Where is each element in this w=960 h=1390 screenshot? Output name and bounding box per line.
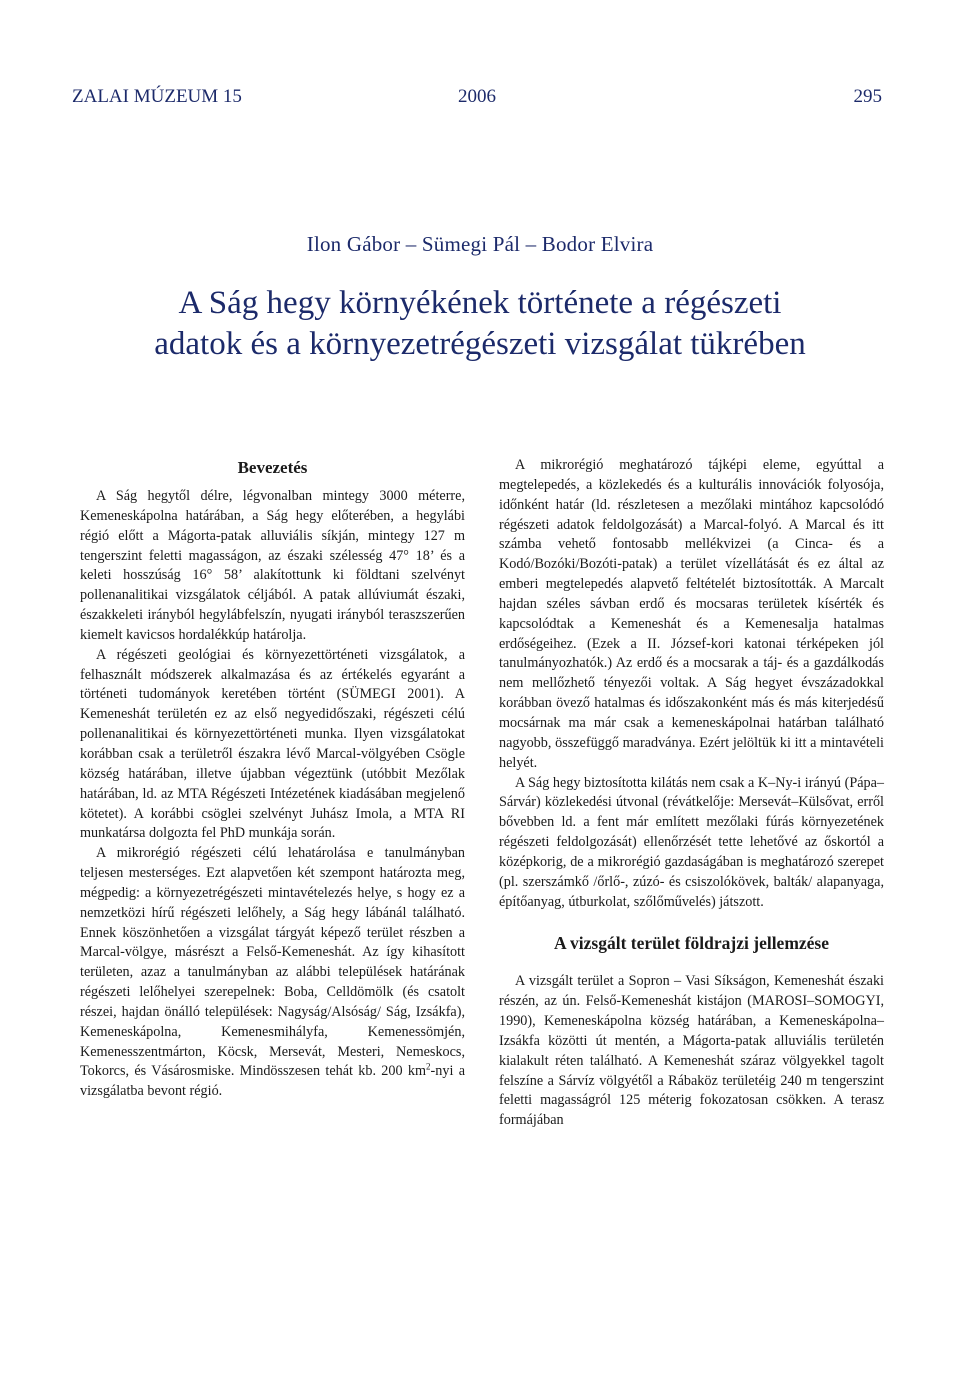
article-authors: Ilon Gábor – Sümegi Pál – Bodor Elvira bbox=[306, 232, 654, 256]
page-number: 295 bbox=[853, 86, 882, 107]
paragraph: A Ság hegy biztosította kilátás nem csak a K–Ny-i irányú (Pápa–Sárvár) közlekedési útvonal (révátkelője: Mersevát–Külsővat, erről bővebben ld. a fent már említett mezőlaki fúrás környezetének régészeti feldolgozását) ellenőrzését tette lehetővé az őskortól a középkorig, de a mikrorégió gazdaságában is meghatározó szerepet (pl. szerszámkő /őrlő-, zúzó- és csiszolókövek, balták/ alapanyaga, építőanyag, útburkolat, szőlőművelés) játszott. bbox=[499, 774, 884, 910]
section-heading-introduction: Bevezetés bbox=[237, 458, 308, 477]
title-line-1: A Ság hegy környékének története a régészeti bbox=[178, 285, 782, 321]
journal-year: 2006 bbox=[458, 86, 496, 107]
title-line-2: adatok és a környezetrégészeti vizsgálat tükrében bbox=[154, 326, 806, 362]
left-column bbox=[80, 455, 465, 1102]
right-column bbox=[499, 456, 884, 1131]
article-title bbox=[0, 283, 960, 365]
paragraph: A Ság hegytől délre, légvonalban mintegy 3000 méterre, Kemeneskápolna határában, a Ság hegy előterében, a hegylábi régió előtt a Mágorta-patak alluviális síkján, mintegy 127 m tengerszint feletti magasságon, az északi szélesség 47° 18’ és a keleti hosszúság 16° 58’ alakítottunk ki földtani szelvényt pollenanalitikai vizsgálatok céljából. A patak allúviumát északi, északkeleti irányból hegylábfelszín, nyugati irányból teraszszerűen kiemelt kavicsos hordalékkúp határolja. bbox=[80, 488, 465, 643]
paragraph: A mikrorégió régészeti célú lehatárolása e tanulmányban teljesen mesterséges. Ezt alapvetően két szempont határozta meg, mégpedig: a környezetrégészeti mintavételezés helye, s hogy ez a nemzetközi hírű régészeti lelőhely, a Ság hegy lábánál található. Ennek köszönhetően a vizsgálat tárgyát képező terület részben a Marcal-völgye, másrészt a Felső-Kemeneshát. Az így kihasított területen, azaz a tanulmányban az alábbi települések határának régészeti lelőhelyei szerepelnek: Boba, Celldömölk (és csatolt részei, hajdan önálló települések: Nagyság/Alsóság/ Ság, Izsákfa), Kemeneskápolna, Kemenesmihályfa, Kemenessömjén, Kemenesszentmárton, Köcsk, Mersevát, Mesteri, Nemeskocs, Tokorcs, és Vásárosmiske. Mindösszesen tehát kb. 200 $km^2$-nyi a vizsgálatba bevont régió. bbox=[80, 845, 465, 1100]
paragraph: A mikrorégió meghatározó tájképi eleme, egyúttal a megtelepedés, a közlekedés és a kulturális innovációk folyosója, időnként határ (ld. részletesen a mezőlaki mintához kapcsolódó régészeti adatok feldolgozását) a Marcal-folyó. A Marcal és itt számba vehető fontosabb mellékvizei (a Cinca- és a Kodó/Bozóki/Bozóti-patak) a terület vízellátását és ez által az emberi megtelepedés alapvető feltételét biztosították. A Marcalt hajdan széles sávban erdő és mocsaras területek kísérték és kapcsolódtak a Kemeneshát és a Kemenesalja hatalmas erdőségeihez. (Ezek a II. József-kori katonai térképeken jól tanulmányozhatók.) Az erdő és a mocsarak a táj- és a gazdálkodás nem mellőzhető tényezői voltak. A Ság hegyet évszázadokkal korábban övező hatalmas és időszakonként más és más kiterjedésű mocsárnak ma már csak a kemeneskápolnai határban található nagyobb, összefüggő maradványa. Ezért jelöltük ki itt a mintavételi helyét. bbox=[499, 457, 884, 771]
journal-name: ZALAI MÚZEUM 15 bbox=[72, 86, 242, 107]
running-header bbox=[72, 86, 882, 110]
paragraph: A régészeti geológiai és környezettörténeti vizsgálatok, a felhasznált módszerek alkalmazása és az értékelés egyaránt a történeti tudományok keretében történt (SÜMEGI 2001). A Kemeneshát területén ez az első negyedidőszaki, régészeti célú pollenanalitikai és környezettörténeti munka. Ilyen vizsgálatokat korábban csak a területről északra lévő Marcal-völgyében Csögle község határában, illetve újabban végeztünk (utóbbit Mezőlak határában, ld. az MTA Régészeti Intézetének kiadásában megjelenő kötetet). A korábbi csöglei szelvényt Juhász Imola, a MTA RI munkatársa dolgozta fel PhD munkája során. bbox=[80, 646, 465, 842]
paragraph: A vizsgált terület a Sopron – Vasi Síkságon, Kemeneshát északi részén, az ún. Felső-Kemeneshát kistájon (MAROSI–SOMOGYI, 1990), Kemeneskápolna község határában, a Kemeneskápolna–Izsákfa közötti út mentén, a Mágorta-patak alluviális területén kialakult réten található. A Kemeneshát száraz völgyekkel tagolt felszíne a Sárvíz völgyétől a Rábaköz területéig 240 m tengerszint feletti magasságról 125 méterig fokozatosan csökken. A terasz formájában bbox=[499, 973, 884, 1129]
section-heading-geography: A vizsgált terület földrajzi jellemzése bbox=[553, 933, 830, 954]
